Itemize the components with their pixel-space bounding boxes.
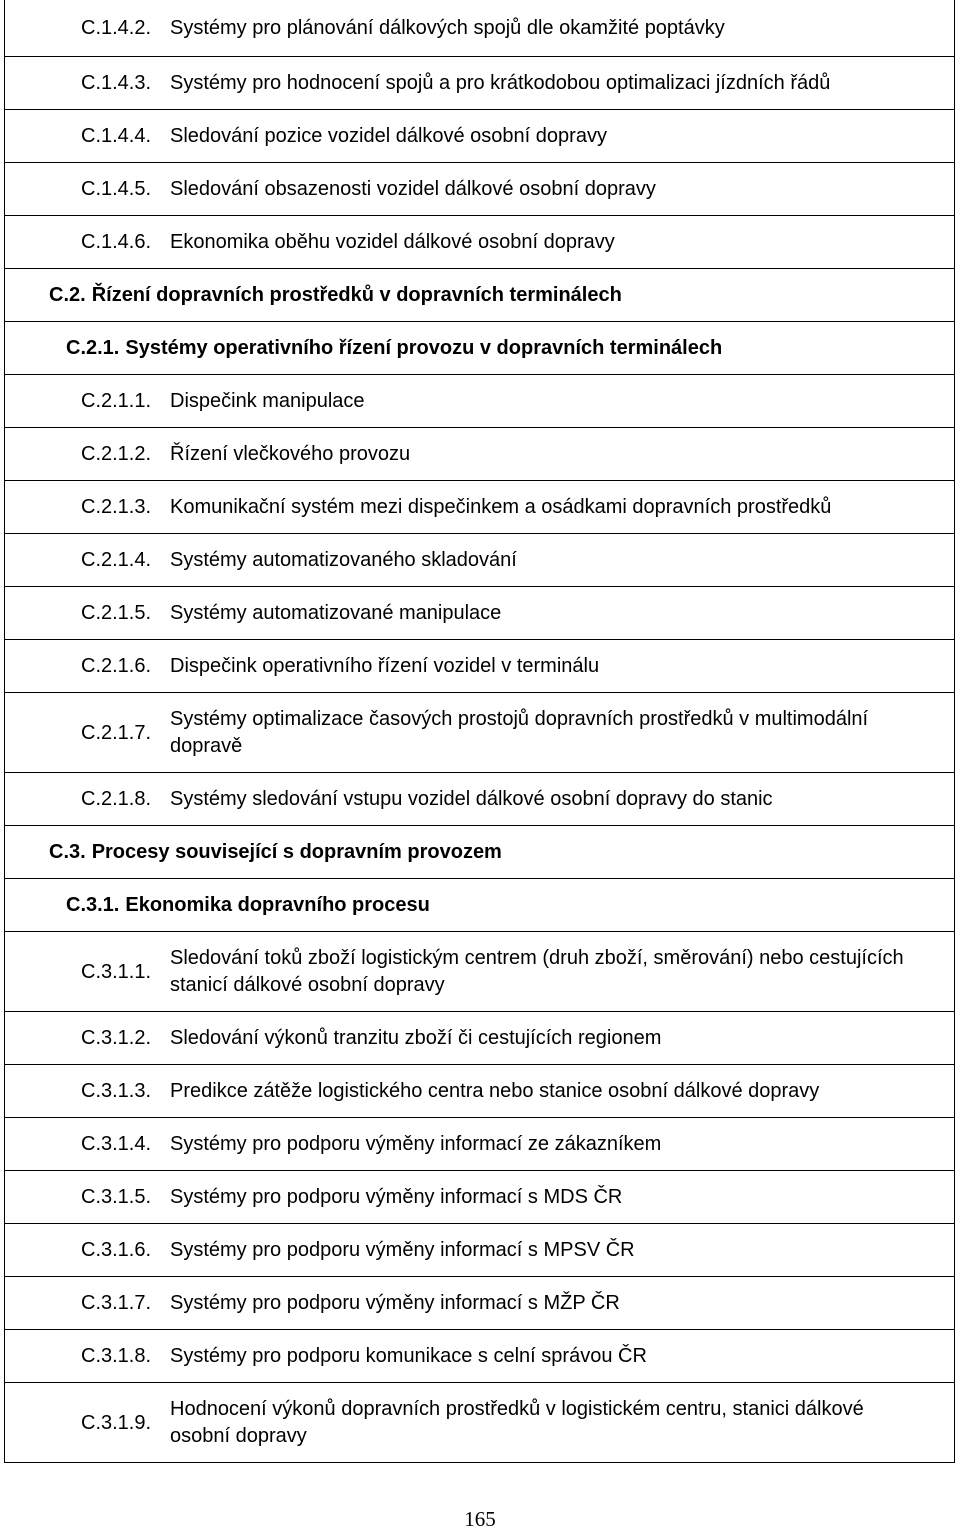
toc-title: Systémy pro podporu výměny informací s MPSV ČR — [170, 1239, 635, 1261]
toc-title: Systémy automatizované manipulace — [170, 602, 502, 624]
toc-code: C.3. — [49, 841, 86, 863]
toc-row — [5, 427, 954, 480]
toc-row — [5, 0, 954, 56]
toc-row — [5, 109, 954, 162]
toc-title: Sledování toků zboží logistickým centrem (druh zboží, směrování) nebo cestujících stanicí dálkové osobní dopravy — [170, 946, 904, 996]
toc-title: Řízení dopravních prostředků v dopravních terminálech — [91, 284, 622, 306]
toc-row — [5, 1276, 954, 1329]
toc-chapter-row — [5, 825, 954, 878]
toc-row — [5, 162, 954, 215]
toc-title: Systémy pro podporu komunikace s celní správou ČR — [170, 1345, 647, 1367]
toc-code: C.1.4.5. — [81, 178, 152, 200]
toc-title: Systémy pro hodnocení spojů a pro krátkodobou optimalizaci jízdních řádů — [170, 72, 831, 94]
toc-code: C.2.1.2. — [81, 443, 152, 465]
toc-row — [5, 56, 954, 109]
toc-title: Systémy optimalizace časových prostojů dopravních prostředků v multimodální dopravě — [170, 707, 869, 757]
toc-title: Procesy související s dopravním provozem — [91, 841, 502, 863]
toc-row — [5, 1329, 954, 1382]
toc-code: C.2.1.6. — [81, 655, 152, 677]
toc-section-row — [5, 878, 954, 931]
toc-title: Ekonomika dopravního procesu — [125, 894, 430, 916]
toc-code: C.3.1.4. — [81, 1133, 152, 1155]
toc-title: Sledování pozice vozidel dálkové osobní dopravy — [170, 125, 607, 147]
toc-code: C.3.1.5. — [81, 1186, 152, 1208]
toc-code: C.3.1. — [66, 894, 120, 916]
toc-row — [5, 1382, 954, 1462]
toc-row — [5, 1064, 954, 1117]
toc-code: C.2.1. — [66, 337, 120, 359]
toc-title: Systémy pro plánování dálkových spojů dle okamžité poptávky — [170, 17, 725, 39]
toc-code: C.2.1.7. — [81, 721, 152, 744]
toc-title: Systémy operativního řízení provozu v dopravních terminálech — [125, 337, 723, 359]
toc-row — [5, 374, 954, 427]
toc-title: Ekonomika oběhu vozidel dálkové osobní dopravy — [170, 231, 615, 253]
toc-row — [5, 1011, 954, 1064]
toc-row — [5, 480, 954, 533]
toc-code: C.2. — [49, 284, 86, 306]
toc-code: C.2.1.1. — [81, 390, 152, 412]
toc-title: Komunikační systém mezi dispečinkem a osádkami dopravních prostředků — [170, 496, 832, 518]
toc-row — [5, 772, 954, 825]
toc-row — [5, 639, 954, 692]
toc-row — [5, 1223, 954, 1276]
toc-title: Predikce zátěže logistického centra nebo stanice osobní dálkové dopravy — [170, 1080, 820, 1102]
toc-code: C.3.1.8. — [81, 1345, 152, 1367]
toc-title: Systémy pro podporu výměny informací ze zákazníkem — [170, 1133, 662, 1155]
toc-row — [5, 586, 954, 639]
toc-title: Systémy sledování vstupu vozidel dálkové osobní dopravy do stanic — [170, 788, 773, 810]
toc-code: C.3.1.6. — [81, 1239, 152, 1261]
toc-title: Sledování výkonů tranzitu zboží či cestujících regionem — [170, 1027, 662, 1049]
toc-code: C.1.4.2. — [81, 17, 152, 39]
toc-row — [5, 1170, 954, 1223]
toc-code: C.3.1.2. — [81, 1027, 152, 1049]
toc-table — [4, 0, 955, 1463]
toc-code: C.2.1.3. — [81, 496, 152, 518]
toc-chapter-row — [5, 268, 954, 321]
toc-row — [5, 533, 954, 586]
toc-code: C.1.4.3. — [81, 72, 152, 94]
toc-row — [5, 931, 954, 1011]
toc-code: C.3.1.7. — [81, 1292, 152, 1314]
toc-title: Sledování obsazenosti vozidel dálkové osobní dopravy — [170, 178, 656, 200]
toc-title: Systémy pro podporu výměny informací s MŽP ČR — [170, 1292, 620, 1314]
toc-row — [5, 1117, 954, 1170]
toc-row — [5, 692, 954, 772]
toc-code: C.3.1.1. — [81, 960, 152, 983]
toc-title: Hodnocení výkonů dopravních prostředků v logistickém centru, stanici dálkové osobní dopravy — [170, 1397, 864, 1447]
toc-code: C.1.4.4. — [81, 125, 152, 147]
toc-section-row — [5, 321, 954, 374]
toc-code: C.1.4.6. — [81, 231, 152, 253]
toc-code: C.2.1.8. — [81, 788, 152, 810]
toc-title: Řízení vlečkového provozu — [170, 443, 411, 465]
toc-title: Dispečink manipulace — [170, 390, 365, 412]
toc-code: C.2.1.4. — [81, 549, 152, 571]
toc-code: C.3.1.3. — [81, 1080, 152, 1102]
toc-title: Systémy pro podporu výměny informací s MDS ČR — [170, 1186, 623, 1208]
toc-row — [5, 215, 954, 268]
toc-title: Systémy automatizovaného skladování — [170, 549, 517, 571]
toc-code: C.2.1.5. — [81, 602, 152, 624]
toc-title: Dispečink operativního řízení vozidel v terminálu — [170, 655, 600, 677]
page-number: 165 — [464, 1507, 496, 1531]
toc-code: C.3.1.9. — [81, 1411, 152, 1434]
